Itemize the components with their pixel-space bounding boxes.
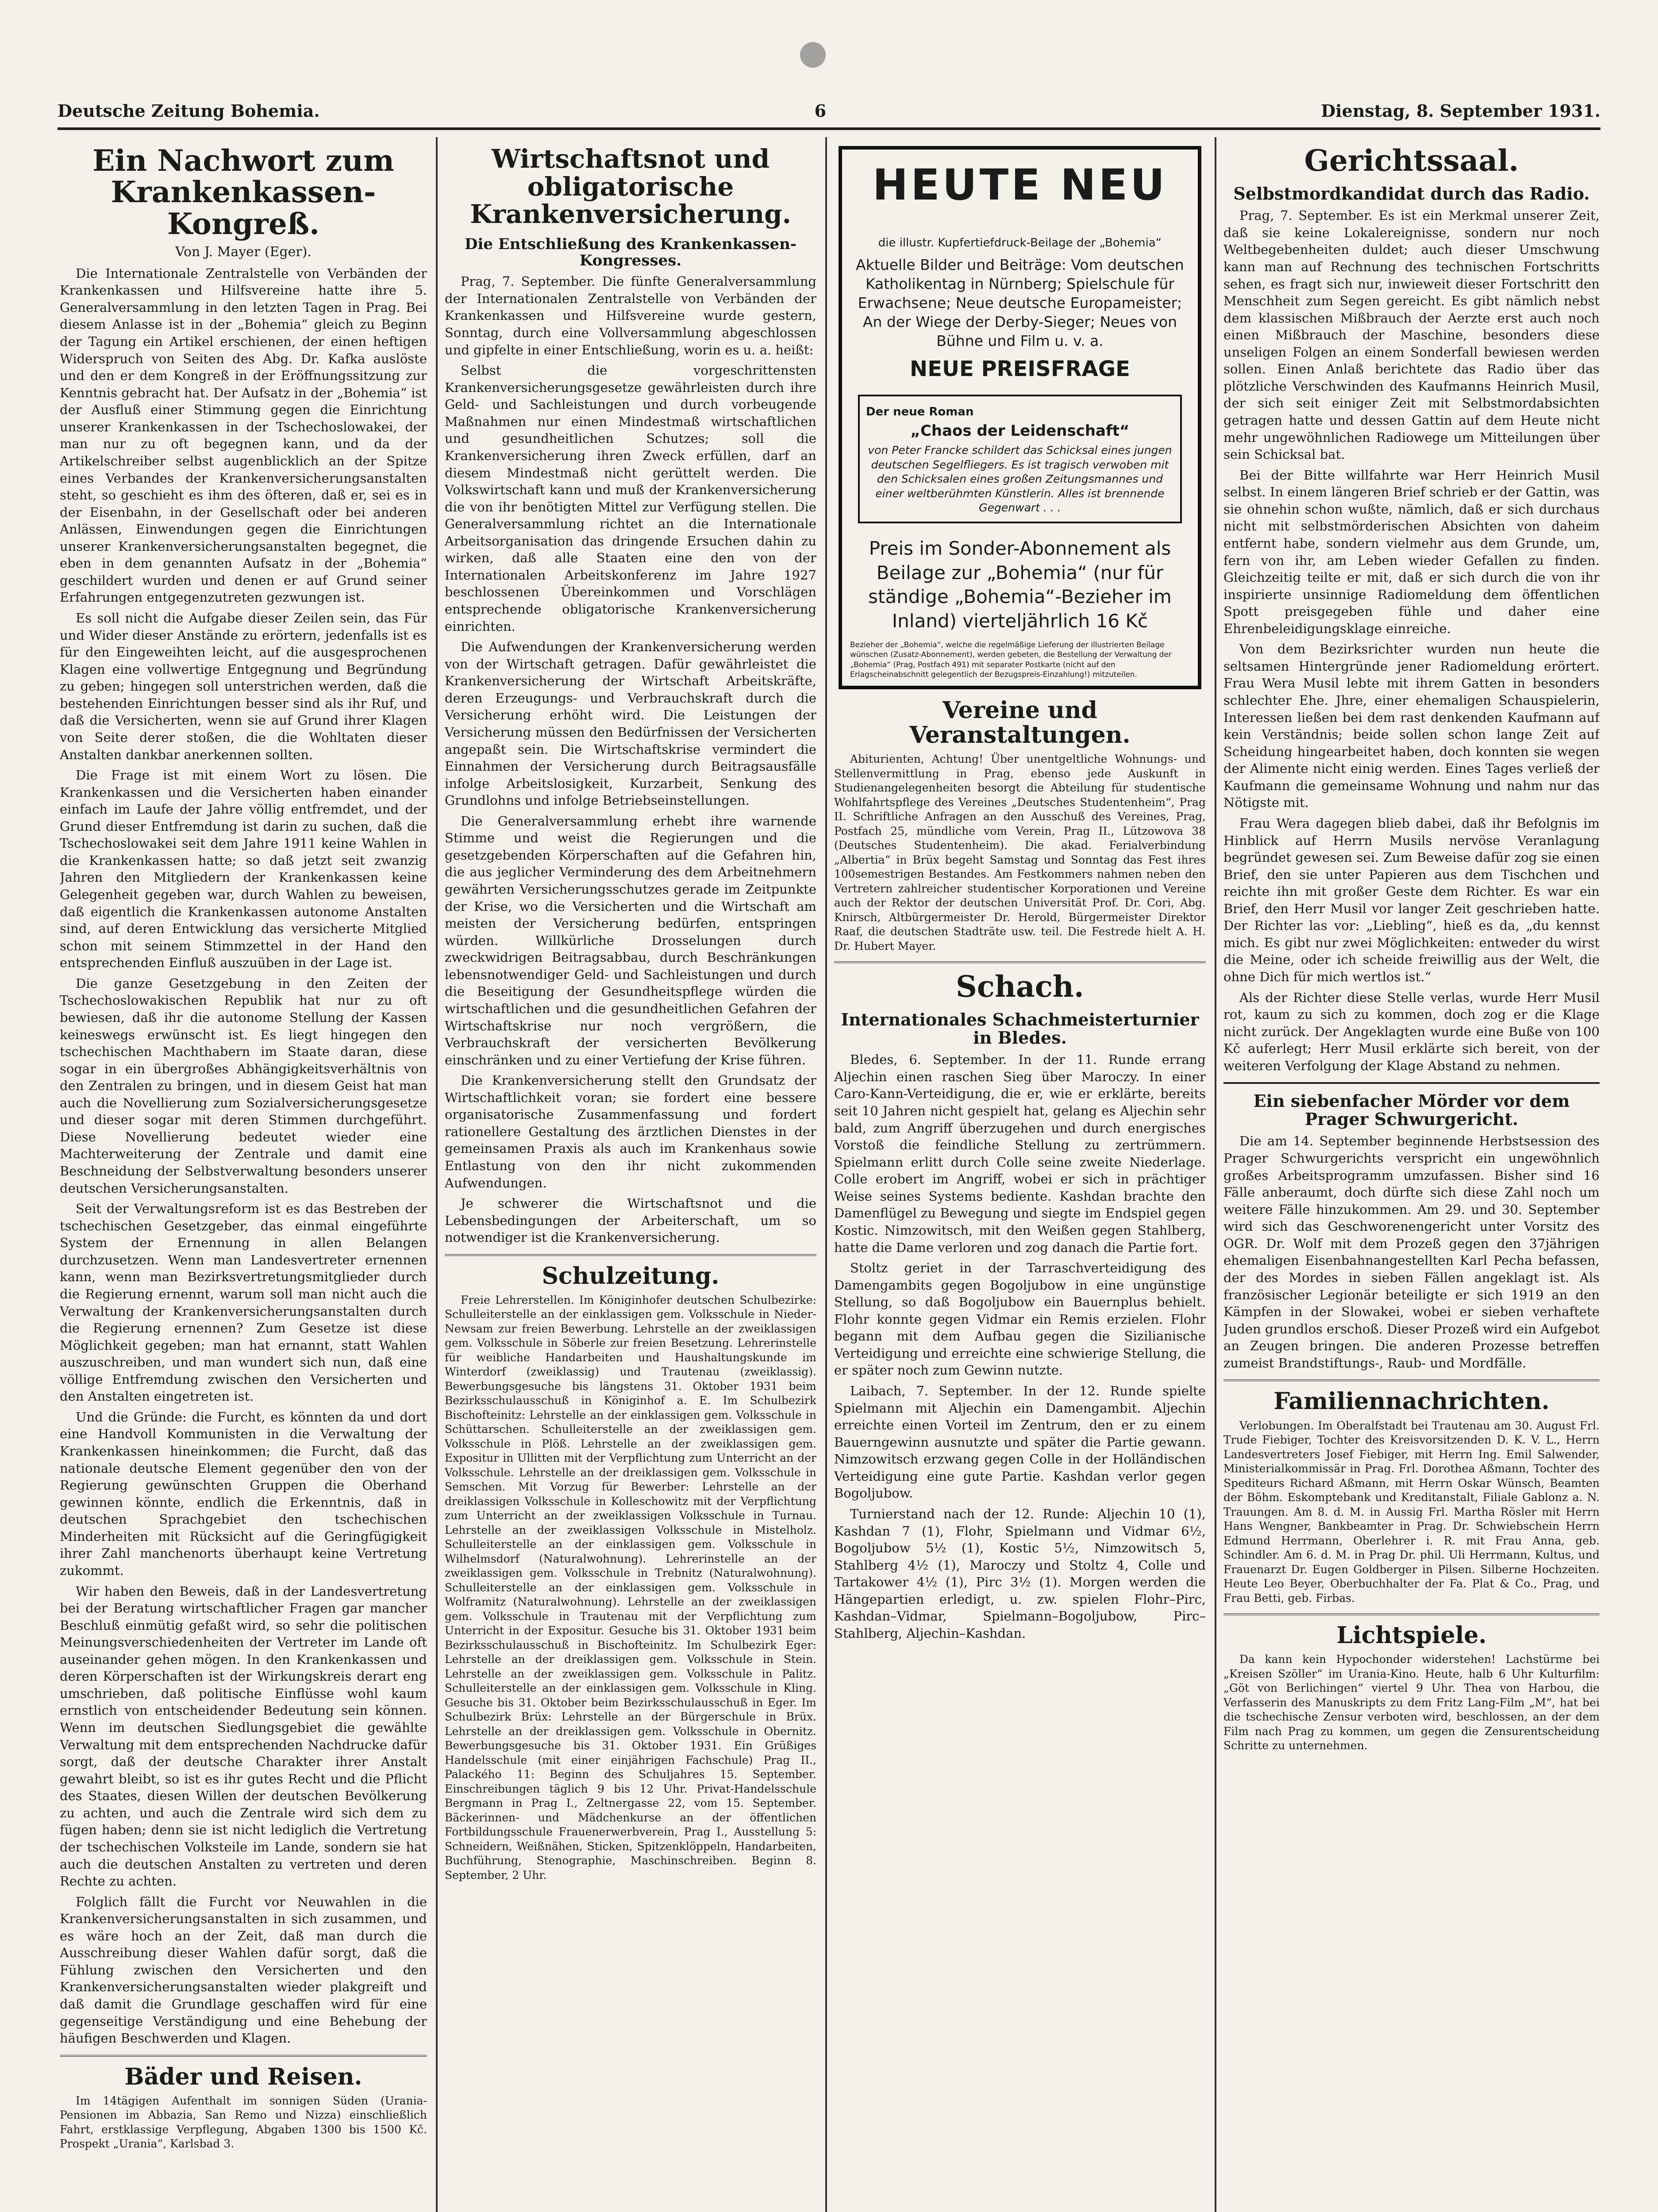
newspaper-name: Deutsche Zeitung Bohemia.: [58, 101, 320, 121]
running-header: [58, 101, 1600, 130]
paragraph: Von dem Bezirksrichter wurden nun heute die seltsamen Hintergründe jener Radiomeldung erörtert. Frau Wera Musil lebte mit ihrem Gatten in besonders schlechter Ehe. Jhre, einer ehemaligen Schauspielerin, Interessen ließen bei dem rast denkenden Kaufmann auf kein Verständnis; beide sollen schon lange Zeit auf Scheidung hingearbeitet haben, doch konnten sie wegen der Alimente nicht einig werden. Eines Tages verließ der Kaufmann die gemeinsame Wohnung und nahm nur das Nötigste mit.: [1223, 641, 1600, 810]
section-divider: [1223, 1082, 1600, 1084]
paragraph: Die ganze Gesetzgebung in den Zeiten der Tschechoslowakischen Republik hat nur zu oft bewiesen, daß ihr die autonome Stellung der Kassen keineswegs erwünscht ist. Es liegt hingegen den tschechischen Machthabern im Staate daran, diese sogar in ein übergroßes Abhängigkeitsverhältnis von den Zentralen zu bringen, und in diesem Geist hat man auch die Novellierung zum Sozialversicherungsgesetze und dieser sogar mit deren Stimmen durchgeführt. Diese Novellierung bedeutet wieder eine Machterweiterung der Zentrale und damit eine Beschneidung der Selbstverwaltung besonders unserer deutschen Versicherungsanstalten.: [60, 975, 427, 1196]
paragraph: Frau Wera dagegen blieb dabei, daß ihr Befolgnis im Hinblick auf Herrn Musils nervöse Veranlagung begründet gewesen sei. Zum Beweise dafür zog sie einen Brief, den sie unter Papieren aus dem Tischchen und reichte ihn mit großer Geste dem Richter. Es war ein Brief, den Herr Musil vor langer Zeit geschrieben hatte. Der Richter las vor: „Liebling“, hieß es da, „du kennst mich. Es gibt nur zwei Möglichkeiten: entweder du wirst die Meine, oder ich scheide freiwillig aus der Welt, die ohne Dich für mich wertlos ist.“: [1223, 815, 1600, 985]
article-title-wirtschaftsnot: Wirtschaftsnot und obligatorische Krankenversicherung.: [470, 144, 791, 230]
section-title-lichtspiele: Lichtspiele.: [1336, 1622, 1487, 1649]
paragraph: Die Aufwendungen der Krankenversicherung werden von der Wirtschaft getragen. Dafür gewährleistet die Krankenversicherung der Wirtschaft Arbeitskräfte, deren Erzeugungs- und Verbrauchskraft durch die Versicherung erhöht wird. Die Leistungen der Versicherung müssen den Bedürfnissen der Versicherten angepaßt sein. Die Wirtschaftskrise vermindert die Einnahmen der Versicherung durch Beitragsausfälle infolge Arbeitslosigkeit, Kurzarbeit, Senkung des Grundlohns und infolge Betriebseinstellungen.: [445, 639, 816, 808]
paragraph: Prag, 7. September. Die fünfte Generalversammlung der Internationalen Zentralstelle von Verbänden der Krankenkassen und Hilfsvereine wurde gestern, Sonntag, durch eine Vollversammlung abgeschlossen und gipfelte in einer Entschließung, worin es u. a. heißt:: [445, 274, 816, 357]
page-number: 6: [814, 101, 827, 121]
paragraph: Die Krankenversicherung stellt den Grundsatz der Wirtschaftlichkeit voran; sie fordert eine bessere organisatorische Zusammenfassung und fordert rationellere Gestaltung des ärztlichen Dienstes in der gemeinsamen Praxis als auch im Krankenhaus sowie Entlastung von den ihr nicht zukommenden Aufwendungen.: [445, 1073, 816, 1190]
punch-hole: [800, 42, 826, 68]
ad-novel-box: [858, 395, 1182, 523]
paragraph: Prag, 7. September. Es ist ein Merkmal unserer Zeit, daß sie keine Lokalereignisse, sondern nur noch Weltbegebenheiten duldet; auch dieser Umschwung kann man auf Rechnung des technischen Fortschritts sehen, es fragt sich nur, inwieweit dieser Fortschritt den Menschheit zum Segen gereicht. Es gibt nämlich nebst dem klassischen Mißbrauch der Aerzte erst auch noch einen Mißbrauch der Maschine, besonders diese unseligen Folgen an einem Sonderfall bewiesen werden sollen. Einen Anlaß berichtete das Radio über das plötzliche Verschwinden des Kaufmanns Heinrich Musil, der sich seit einiger Zeit mit Selbstmordabsichten getragen hatte und dessen Gattin auf dem Heute nicht mehr ungewöhnlichen Radiowege um Mitteilungen über sein Schicksal bat.: [1223, 208, 1600, 462]
paragraph: Folglich fällt die Furcht vor Neuwahlen in die Krankenversicherungsanstalten in sich zusammen, und es wäre hoch an der Zeit, daß man durch die Ausschreibung dieser Wahlen dafür sorgt, daß die Fühlung zwischen den Versicherten und den Krankenversicherungsanstalten wieder plakgreift und daß damit die Grundlage geschaffen wird für eine gegenseitige Verständigung und eine Behebung der häufigen Beschwerden und Klagen.: [60, 1894, 427, 2046]
gericht-subtitle: Selbstmordkandidat durch das Radio.: [1233, 184, 1590, 204]
siebenfach-title: Ein siebenfacher Mörder vor dem Prager Schwurgericht.: [1253, 1091, 1570, 1129]
paragraph: Die Generalversammlung erhebt ihre warnende Stimme und weist die Regierungen und die gesetzgebenden Körperschaften auf die Gefahren hin, die aus jeglicher Verminderung des dem Arbeitnehmern gewährten Versicherungsschutzes gerade im Zeitpunkte der Krise, wo die Versicherten und die Wirtschaft am meisten der Versicherung bedürfen, entspringen würden. Willkürliche Drosselungen durch zweckwidrigen Beitragsabbau, durch Beschränkungen lebensnotwendiger Geld- und Sachleistungen und durch die Beseitigung der Gesundheitspflege würden die wirtschaftlichen und die gesundheitlichen Gefahren der Wirtschaftskrise nur noch vergrößern, die Verbrauchskraft der versicherten Bevölkerung einschränken und zu einer Vertiefung der Krise führen.: [445, 813, 816, 1068]
paragraph: Bei der Bitte willfahrte war Herr Heinrich Musil selbst. In einem längeren Brief schrieb er der Gattin, was sie ohnehin schon wußte, nämlich, daß er sich durchaus nicht mit selbstmörderischen Absichten von daheim entfernt habe, sondern vielmehr aus dem Grunde, um, fern von ihr, am Leben wieder Gefallen zu finden. Gleichzeitig teilte er mit, daß er sich durch die von ihr inspirierte unsinnige Radiomeldung dem öffentlichen Spott preisgegeben fühle und daher eine Ehrenbeleidigungsklage einreiche.: [1223, 467, 1600, 636]
paragraph: Und die Gründe: die Furcht, es könnten da und dort eine Handvoll Kommunisten in die Verwaltung der Krankenkassen hineinkommen; die Furcht, daß das nationale deutsche Element gegenüber den von der Regierung gewünschten Gruppen die Oberhand gewinnen könnte, endlich die Erkenntnis, daß in deutschen Sprachgebiet den tschechischen Minderheiten mit Rücksicht auf die Geringfügigkeit ihrer Zahl manchenorts überhaupt keine Vertretung zukommt.: [60, 1409, 427, 1578]
section-title-schulzeitung: Schulzeitung.: [542, 1262, 719, 1290]
section-title-vereine: Vereine und Veranstaltungen.: [909, 696, 1131, 749]
ad-novel-text: von Peter Francke schildert das Schicksal eines jungen deutschen Segelfliegers. Es ist tragisch verwoben mit den Schicksalen eines großen Zeitungsmannes und einer weltberühmten Künstlerin. Alles ist brennende Gegenwart . . .: [868, 444, 1172, 515]
ad-prize-question: NEUE PREISFRAGE: [910, 357, 1130, 382]
section-divider: [1223, 1379, 1600, 1381]
paragraph: Die Internationale Zentralstelle von Verbänden der Krankenkassen und Hilfsvereine hatte ihre 5. Generalversammlung in den letzten Tagen in Prag. Bei diesem Anlasse ist in der „Bohemia“ gleich zu Beginn der Tagung ein Artikel erschienen, der einen heftigen Widerspruch von Seiten des Abg. Dr. Kafka auslöste und den er dem Kongreß in der Eröffnungssitzung zur Kenntnis gebracht hat. Der Aufsatz in der „Bohemia“ ist der Ausfluß einer Stimmung gegen die Einrichtung unserer Krankenkassen in der Tschechoslowakei, der man nur zu oft begegnen kann, und da der Artikelschreiber selbst augenblicklich an der Spitze eines Verbandes der Krankenversicherungsanstalten steht, so geschieht es ihm des öfteren, daß er, sei es in der Eisenbahn, in der Gesellschaft oder bei anderen Anlässen, Einwendungen gegen die Einrichtungen unserer Krankenversicherungsanstalten begegnet, die eben in dem genannten Aufsatz in der „Bohemia“ geschildert wurden und denen er auf Grund seiner Erfahrungen entgegenzutreten gezwungen ist.: [60, 265, 427, 605]
column-rule: [436, 137, 438, 2212]
advertisement-heute-neu: [839, 146, 1201, 689]
paragraph: Stoltz geriet in der Tarraschverteidigung des Damengambits gegen Bogoljubow in eine ungünstige Stellung, so daß Bogoljubow ein Bauernplus behielt. Flohr konnte gegen Vidmar ein Remis erzielen. Flohr begann mit dem Aufbau gegen die Sizilianische Verteidigung und erreichte eine schwierige Stellung, die er später noch zum Gewinn nutzte.: [834, 1260, 1206, 1378]
section-title-schach: Schach.: [956, 969, 1084, 1004]
column-3: [834, 137, 1206, 2212]
column-rule: [825, 137, 827, 2212]
ad-features: Aktuelle Bilder und Beiträge: Vom deutschen Katholikentag in Nürnberg; Spielschule für Erwachsene; Neue deutsche Europameister; An der Wiege der Derby-Sieger; Neues von Bühne und Film u. v. a.: [856, 256, 1184, 349]
paragraph: Als der Richter diese Stelle verlas, wurde Herr Musil rot, kaum zu sich zu kommen, doch zog er die Klage nicht zurück. Der Angeklagten wurde eine Buße von 100 Kč auferlegt; Herr Musil erklärte sich bereit, von der weiteren Verfolgung der Klage Abstand zu nehmen.: [1223, 990, 1600, 1073]
section-title-gerichtssaal: Gerichtssaal.: [1304, 143, 1519, 178]
section-title-baeder: Bäder und Reisen.: [124, 2063, 362, 2090]
ad-lead: die illustr. Kupfertiefdruck-Beilage der „Bohemia“: [878, 236, 1162, 250]
paragraph: Freie Lehrerstellen. Im Königinhofer deutschen Schulbezirke: Schulleiterstelle an der einklassigen gem. Volksschule in Nieder-Newsam zur freien Bewerbung. Lehrstelle an der zweiklassigen gem. Volksschule in Söberle zur freien Besetzung. Lehrerinstelle für weibliche Handarbeiten und Haushaltungskunde im Winterdorf (zweiklassig) und Trautenau (zweiklassig). Bewerbungsgesuche bis längstens 31. Oktober 1931 beim Bezirksschulausschuß in Königinhof a. E. Im Schulbezirk Bischofteinitz: Lehrstelle an der einklassigen gem. Volksschule in Schüttarschen. Schulleiterstelle an der zweiklassigen gem. Volksschule in Plöß. Lehrstelle an der zweiklassigen gem. Expositur in Ullitten mit der Verpflichtung zum Unterricht an der Volksschule. Lehrstelle an der dreiklassigen gem. Volksschule in Semschen. Mit Vorzug für Bewerber: Lehrstelle an der dreiklassigen Volksschule in Kolleschowitz mit der Verpflichtung zum Unterricht an der zweiklassigen Volksschule in Turnau. Lehrstelle an der zweiklassigen Volksschule in Mistelholz. Schulleiterstelle an der einklassigen gem. Volksschule in Wilhelmsdorf (Naturalwohnung). Lehrerinstelle an der zweiklassigen gem. Volksschule in Trebnitz (Naturalwohnung). Schulleiterstelle an der einklassigen gem. Volksschule in Wolframitz (Naturalwohnung). Lehrstelle an der zweiklassigen gem. Volksschule in Trautenau mit der Verpflichtung zum Unterricht in der Expositur. Gesuche bis 31. Oktober 1931 beim Bezirksschulausschuß in Bischofteinitz. Im Schulbezirk Eger: Lehrstelle an der dreiklassigen gem. Volksschule in Stein. Lehrstelle an der zweiklassigen gem. Volksschule in Palitz. Schulleiterstelle an der einklassigen gem. Volksschule in Kling. Gesuche bis 31. Oktober beim Bezirksschulausschuß in Eger. Im Schulbezirk Brüx: Lehrstelle an der Bürgerschule in Brüx. Lehrstelle an der dreiklassigen gem. Volksschule in Obernitz. Bewerbungsgesuche bis 31. Oktober 1931. Ein Grüßiges Handelsschule (mit einer einjährigen Fachschule) Prag II., Palackého 11: Beginn des Schuljahres 15. September. Einschreibungen täglich 9 bis 12 Uhr. Privat-Handelsschule Bergmann in Prag I., Zeltnergasse 22, vom 15. September. Bäckerinnen- und Mädchenkurse an der öffentlichen Fortbildungsschule Frauenerwerbverein, Prag I., Ausstellung 5: Schneidern, Weißnähen, Sticken, Spitzenklöppeln, Handarbeiten, Buchführung, Stenographie, Maschinschreiben. Beginn 8. September, 2 Uhr.: [445, 1293, 816, 1882]
paragraph: Je schwerer die Wirtschaftsnot und die Lebensbedingungen der Arbeiterschaft, um so notwendiger ist die Krankenversicherung.: [445, 1196, 816, 1245]
column-rule: [1215, 137, 1216, 2212]
section-divider: [445, 1254, 816, 1256]
paragraph: Die am 14. September beginnende Herbstsession des Prager Schwurgerichts verspricht ein ungewöhnlich großes Arbeitsprogramm umzufassen. Bisher sind 16 Fälle anberaumt, doch dürfte sich diese Zahl noch um weitere Fälle hinzukommen. Am 29. und 30. September wird sich das Geschworenengericht unter Vorsitz des OGR. Dr. Wolf mit dem Prozeß gegen den 37jährigen ehemaligen Eisenbahnangestellten Karl Pecha befassen, der des Mordes in sieben Fällen angeklagt ist. Als französischer Legionär beteiligte er sich 1919 an den Kämpfen in der Slowakei, wobei er sieben verhaftete Juden grundlos erschoß. Dieser Prozeß wird ein Aufgebot an Zeugen bringen. Die anderen Prozesse betreffen zumeist Brandstiftungs-, Raub- und Mordfälle.: [1223, 1133, 1600, 1371]
column-2: [445, 137, 816, 2212]
paragraph: Abiturienten, Achtung! Über unentgeltliche Wohnungs- und Stellenvermittlung in Prag, ebenso jede Auskunft in Studienangelegenheiten besorgt die Abteilung für studentische Wohlfahrtspflege des Vereines „Deutsches Studentenheim“, Prag II. Schriftliche Anfragen an den Ausschuß des Vereines, Prag, Postfach 25, mündliche vom Verein, Prag II., Lützowova 38 (Deutsches Studentenheim). Die akad. Ferialverbindung „Albertia“ in Brüx begeht Samstag und Sonntag das Fest ihres 100semestrigen Bestandes. Am Festkommers nahmen neben den Vertretern zahlreicher studentischer Korporationen und Vereine auch der Rektor der deutschen Universität Prof. Dr. Cori, Abg. Knirsch, Altbürgermeister Dr. Herold, Bürgermeister Direktor Raaf, die deutschen Stadträte usw. teil. Die Festrede hielt A. H. Dr. Hubert Mayer.: [834, 753, 1206, 952]
paragraph: Selbst die vorgeschrittensten Krankenversicherungsgesetze gewährleisten durch ihre Geld- und Sachleistungen und durch vorbeugende Maßnahmen nur einen Mindestmaß wirtschaftlichen und gesundheitlichen Schutzes; soll die Krankenversicherung ihren Zweck erfüllen, darf an diesem Mindestmaß nicht gerüttelt werden. Die Volkswirtschaft kann und muß der Krankenversicherung die von ihr benötigten Mittel zur Verfügung stellen. Die Generalversammlung richtet an die Internationale Arbeitsorganisation das dringende Ersuchen dahin zu wirken, daß alle Staaten eine den von der Internationalen Arbeitskonferenz im Jahre 1927 beschlossenen Übereinkommen und Vorschlägen entsprechende obligatorische Krankenversicherung einrichten.: [445, 363, 816, 634]
paragraph: Verlobungen. Im Oberalfstadt bei Trautenau am 30. August Frl. Trude Fiebiger, Tochter des Kreisvorsitzenden D. K. V. L., Herrn Landesvertreters Josef Fiebiger, mit Herrn Ing. Emil Salwender, Ministerialkommissär in Prag. Frl. Dorothea Aßmann, Tochter des Spediteurs Richard Aßmann, mit Herrn Oskar Wünsch, Beamten der Böhm. Eskomptebank und Kreditanstalt, Filiale Gablonz a. N. Trauungen. Am 8. d. M. in Aussig Frl. Martha Rösler mit Herrn Hans Wengner, Bankbeamter in Prag. Dr. Schwiebschein Herrn Edmund Herrmann, Oberlehrer i. R. mit Frau Anna, geb. Schindler. Am 6. d. M. in Prag Dr. phil. Uli Herrmann, Kultus, und Frauenarzt Dr. Eugen Goldberger in Pilsen. Silberne Hochzeiten. Heute Leo Beyer, Oberbuchhalter der Fa. Plat & Co., Prag, und Frau Betti, geb. Firbas.: [1223, 1419, 1600, 1605]
paragraph: Seit der Verwaltungsreform ist es das Bestreben der tschechischen Gesetzgeber, das einmal eingeführte System der Ernennung in allen Belangen durchzusetzen. Wenn man Landesvertreter ernennen kann, wenn man Bezirksvertretungsmitglieder durch die Regierung ernennt, warum soll man nicht auch die Verwaltung der Krankenversicherungsanstalten durch die Regierung ernennen? Zum Gesetze ist diese Möglichkeit gegeben; man hat ernannt, statt Wahlen auszuschreiben, und man wundert sich nun, daß eine völlige Entfremdung zwischen den Versicherten und den Anstalten eingetreten ist.: [60, 1201, 427, 1404]
ad-fineprint: Bezieher der „Bohemia“, welche die regelmäßige Lieferung der illustrierten Beilage wünschen (Zusatz-Abonnement), werden gebeten, die Bestellung der Verwaltung der „Bohemia“ (Prag, Postfach 491) mit separater Postkarte (nicht auf den Erlagscheinabschnitt gelegentlich der Bezugspreis-Einzahlung!) mitzuteilen.: [850, 641, 1172, 679]
article-title-nachwort: Ein Nachwort zum Krankenkassen-Kongreß.: [92, 143, 394, 241]
paragraph: Laibach, 7. September. In der 12. Runde spielte Spielmann mit Aljechin ein Damengambit. Aljechin erreichte einen Vorteil im Zentrum, den er zu einem Bauerngewinn ausnutzte und später die Partie gewann. Nimzowitsch erzwang gegen Colle in der Holländischen Verteidigung eine gute Partie. Kashdan verlor gegen Bogoljubow.: [834, 1383, 1206, 1501]
paragraph: Im 14tägigen Aufenthalt im sonnigen Süden (Urania-Pensionen im Abbazia, San Remo und Nizza) einschließlich Fahrt, erstklassige Verpflegung, Abgaben 1300 bis 1500 Kč. Prospekt „Urania“, Karlsbad 3.: [60, 2094, 427, 2151]
schach-subtitle: Internationales Schachmeisterturnier in Bledes.: [841, 1010, 1199, 1048]
paragraph: Die Frage ist mit einem Wort zu lösen. Die Krankenkassen und die Versicherten haben einander einfach im Laufe der Jahre völlig entfremdet, und der Grund dieser Entfremdung ist darin zu suchen, daß die Tschechoslowakei seit dem Jahre 1911 keine Wahlen in die Krankenkassen hatte; so daß jetzt seit zwanzig Jahren den Mitgliedern der Krankenkassen keine Gelegenheit gegeben war, durch Wahlen zu beweisen, daß eigentlich die Krankenkassen autonome Anstalten sind, auf deren Entwicklung das versicherte Mitglied schon mit seinem Stimmzettel in der Hand den entsprechenden Einfluß auszuüben in der Lage ist.: [60, 768, 427, 971]
section-divider: [60, 2055, 427, 2057]
column-1: [60, 137, 427, 2212]
ad-subscription: Preis im Sonder-Abonnement als Beilage zur „Bohemia“ (nur für ständige „Bohemia“-Bezieher im Inland) vierteljährlich 16 Kč: [868, 537, 1172, 632]
paragraph: Da kann kein Hypochonder widerstehen! Lachstürme bei „Kreisen Szöller“ im Urania-Kino. Heute, halb 6 Uhr Kulturfilm: „Göt von Berlichingen“ viertel 9 Uhr. Thea von Harbou, die Verfasserin des Manuskripts zu dem Fritz Lang-Film „M“, hat bei die tschechische Zensur verboten wird, beschlossen, an der dem Film nach Prag zu kommen, um gegen die Zensurentscheidung Schritte zu unternehmen.: [1223, 1653, 1600, 1752]
ad-novel-label: Der neue Roman: [866, 405, 974, 419]
issue-date: Dienstag, 8. September 1931.: [1321, 101, 1600, 121]
article-byline: Von J. Mayer (Eger).: [175, 244, 312, 260]
article-subtitle: Die Entschließung des Krankenkassen-Kongresses.: [465, 235, 796, 269]
paragraph: Bledes, 6. September. In der 11. Runde errang Aljechin einen raschen Sieg über Maroczy. In einer Caro-Kann-Verteidigung, die er, wie er erklärte, bereits seit 10 Jahren nicht gespielt hat, gelang es Aljechin sehr bald, zum Angriff überzugehen und durch energisches Vorstoß die feindliche Stellung zu zertrümmern. Spielmann erlitt durch Colle seine zweite Niederlage. Colle erobert im Angriff, wobei er sich in prächtiger Weise seines Systems bediente. Kashdan brachte den Damenflügel zu Bewegung und siegte im Endspiel gegen Kostic. Nimzowitsch, mit den Weißen gegen Stahlberg, hatte die Dame verloren und zog danach die Partie fort.: [834, 1052, 1206, 1255]
paragraph: Wir haben den Beweis, daß in der Landesvertretung bei der Beratung wirtschaftlicher Fragen gar mancher Beschluß einmütig gefaßt wird, so sehr die politischen Meinungsverschiedenheiten der Vertreter im Lande oft auseinander gehen mögen. In den Krankenkassen und deren Körperschaften ist der Wirkungskreis derart eng umschrieben, daß politische Einflüsse wohl kaum ernstlich von entscheidender Bedeutung sein können. Wenn im deutschen Siedlungsgebiet die gewählte Verwaltung mit dem entsprechenden Nachdrucke dafür sorgt, daß der deutsche Charakter ihrer Anstalt gewahrt bleibt, so ist es ihr gutes Recht und die Pflicht des Staates, diesen Willen der deutschen Bevölkerung zu achten, und auch die Zentrale wird sich dem zu fügen haben; denn sie ist nicht lediglich die Vertretung der tschechischen Volksteile im Lande, sondern sie hat auch die deutschen Anstalten zu vertreten und deren Rechte zu achten.: [60, 1583, 427, 1889]
ad-novel-title: „Chaos der Leidenschaft“: [910, 422, 1130, 440]
section-title-familie: Familiennachrichten.: [1273, 1388, 1550, 1415]
paragraph: Es soll nicht die Aufgabe dieser Zeilen sein, das Für und Wider dieser Anstände zu erörtern, jedenfalls ist es für den Eingeweihten leicht, auf die ausgesprochenen Klagen eine vollwertige Entgegnung und Begründung zu geben; hingegen soll unterstrichen werden, daß die bestehenden Einrichtungen besser sind als ihr Ruf, und daß die Versicherten, wenn sie auf Grund ihrer Klagen von Seite derer stoßen, die die Wohltaten dieser Anstalten dankbar anerkennen sollten.: [60, 611, 427, 762]
section-divider: [1223, 1613, 1600, 1615]
section-divider: [834, 961, 1206, 963]
paragraph: Turnierstand nach der 12. Runde: Aljechin 10 (1), Kashdan 7 (1), Flohr, Spielmann und Vidmar 6½, Bogoljubow 5½ (1), Kostic 5½, Nimzowitsch 5, Stahlberg 4½ (1), Maroczy und Stoltz 4, Colle und Tartakower 4½ (1), Pirc 3½ (1). Morgen werden die Hängepartien erledigt, u. zw. spielen Flohr–Pirc, Kashdan–Vidmar, Spielmann–Bogoljubow, Pirc–Stahlberg, Aljechin–Kashdan.: [834, 1506, 1206, 1641]
column-4: [1223, 137, 1600, 2212]
ad-headline: HEUTE NEU: [872, 160, 1168, 210]
